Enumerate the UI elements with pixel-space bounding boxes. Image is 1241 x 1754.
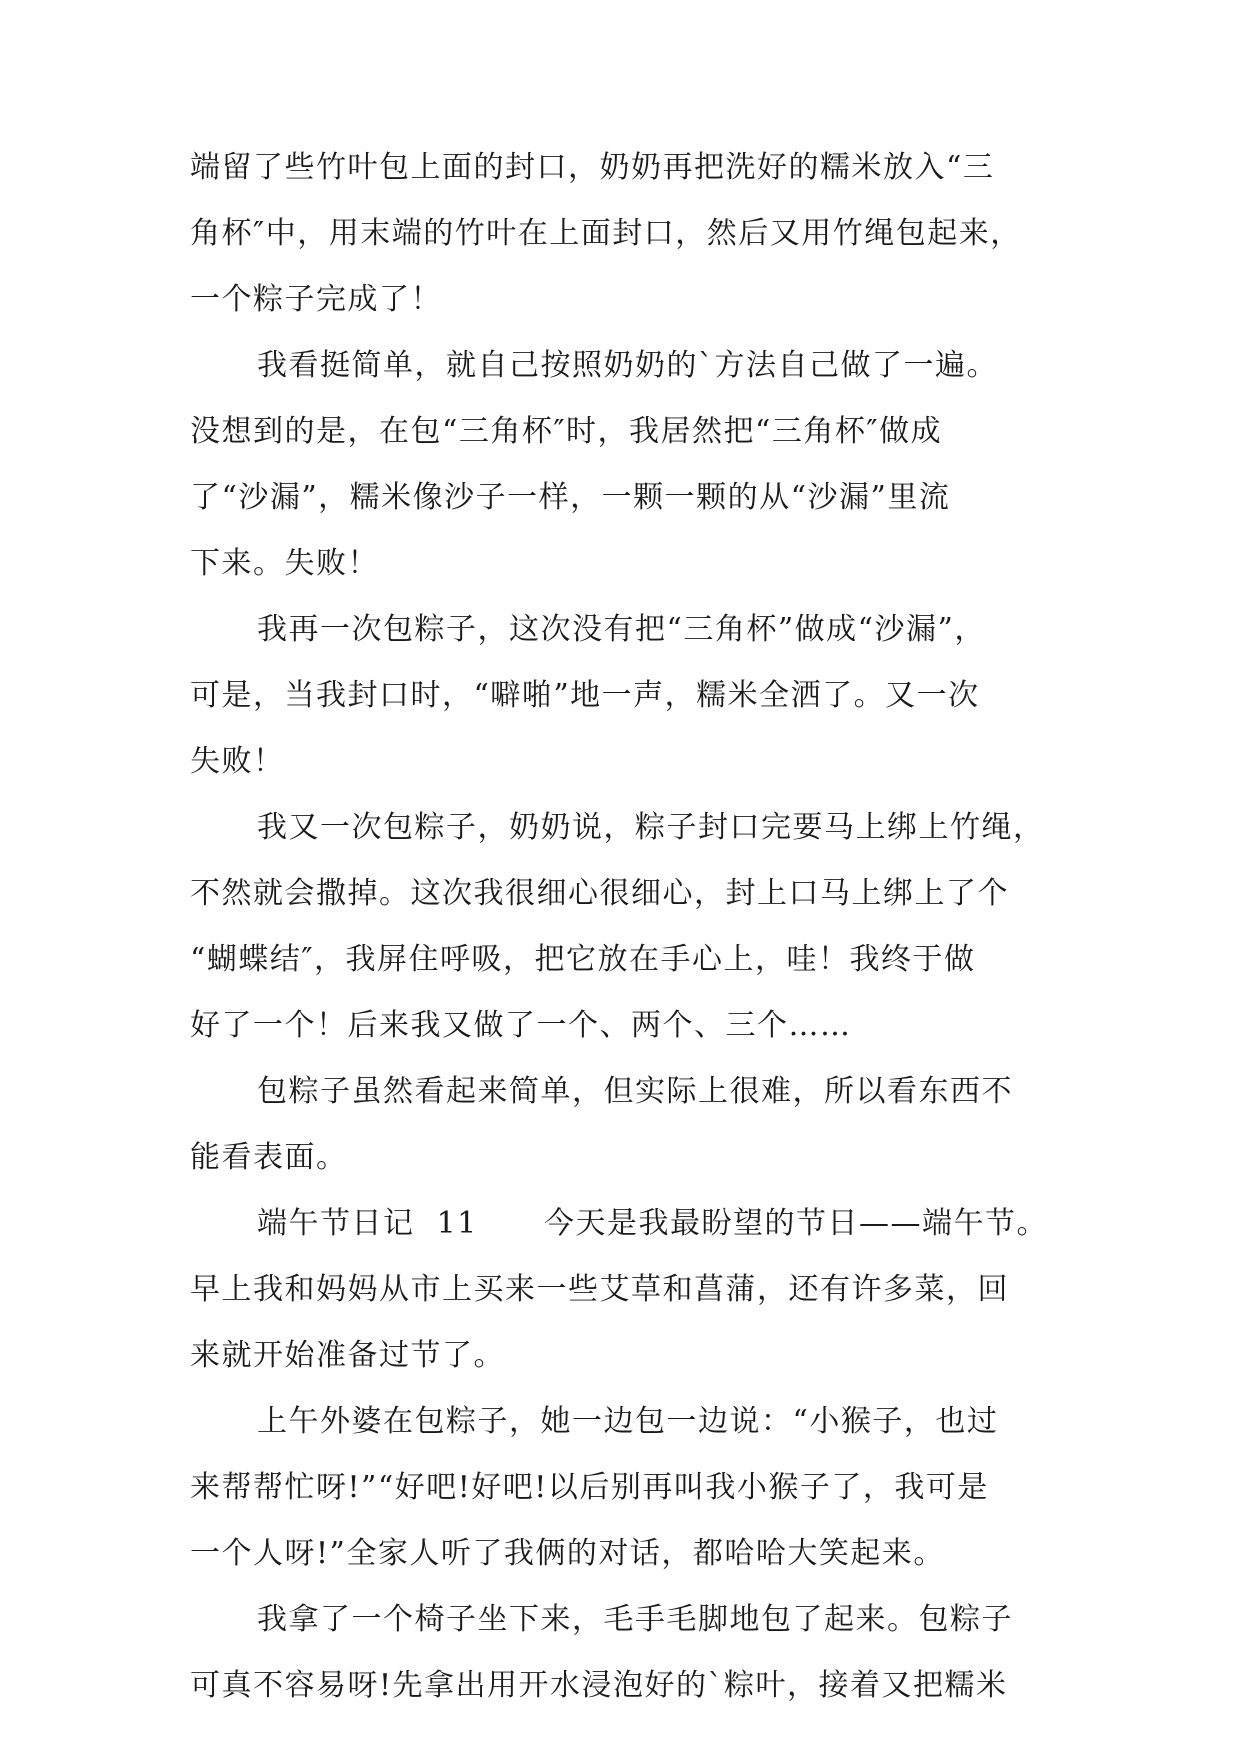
text-line: 来帮帮忙呀!”“好吧!好吧!以后别再叫我小猴子了，我可是 (190, 1470, 989, 1505)
text-line: 没想到的是，在包“三角杯″时，我居然把“三角杯″做成 (190, 414, 943, 449)
text-line: 可是，当我封口时，“噼啪”地一声，糯米全洒了。又一次 (190, 678, 980, 713)
text-line: 下来。失败！ (190, 546, 379, 581)
text-line: 不然就会撒掉。这次我很细心很细心，封上口马上绑上了个 (190, 876, 1009, 911)
text-line: 来就开始准备过节了。 (190, 1338, 505, 1373)
text-line: 早上我和妈妈从市上买来一些艾草和菖蒲，还有许多菜，回 (190, 1272, 1009, 1307)
text-line: 失败！ (190, 744, 285, 779)
text-line: 角杯″中，用末端的竹叶在上面封口，然后又用竹绳包起来， (190, 216, 1022, 251)
text-line: 好了一个！后来我又做了一个、两个、三个…… (190, 1008, 852, 1043)
paragraph-start-line: 上午外婆在包粽子，她一边包一边说：“小猴子，也过 (257, 1404, 999, 1439)
text-line: “蝴蝶结″，我屏住呼吸，把它放在手心上，哇！我终于做 (190, 942, 976, 977)
paragraph-start-line: 包粽子虽然看起来简单，但实际上很难，所以看东西不 (257, 1074, 1013, 1109)
text-line: 端留了些竹叶包上面的封口，奶奶再把洗好的糯米放入“三 (190, 150, 995, 185)
paragraph-start-line: 我再一次包粽子，这次没有把“三角杯”做成“沙漏”， (257, 612, 986, 647)
text-line: 能看表面。 (190, 1140, 348, 1175)
paragraph-start-line: 我又一次包粽子，奶奶说，粽子封口完要马上绑上竹绳， (257, 810, 1045, 845)
text-line: 了“沙漏”，糯米像沙子一样，一颗一颗的从“沙漏”里流 (190, 480, 951, 515)
text-line: 一个粽子完成了！ (190, 282, 442, 317)
paragraph-start-line: 我拿了一个椅子坐下来，毛手毛脚地包了起来。包粽子 (257, 1602, 1013, 1637)
diary-heading-line: 端午节日记 11 今天是我最盼望的节日——端午节。 (257, 1206, 1048, 1241)
paragraph-start-line: 我看挺简单，就自己按照奶奶的`方法自己做了一遍。 (257, 348, 998, 383)
text-line: 可真不容易呀!先拿出用开水浸泡好的`粽叶，接着又把糯米 (190, 1668, 1008, 1703)
text-line: 一个人呀!”全家人听了我俩的对话，都哈哈大笑起来。 (190, 1536, 945, 1571)
